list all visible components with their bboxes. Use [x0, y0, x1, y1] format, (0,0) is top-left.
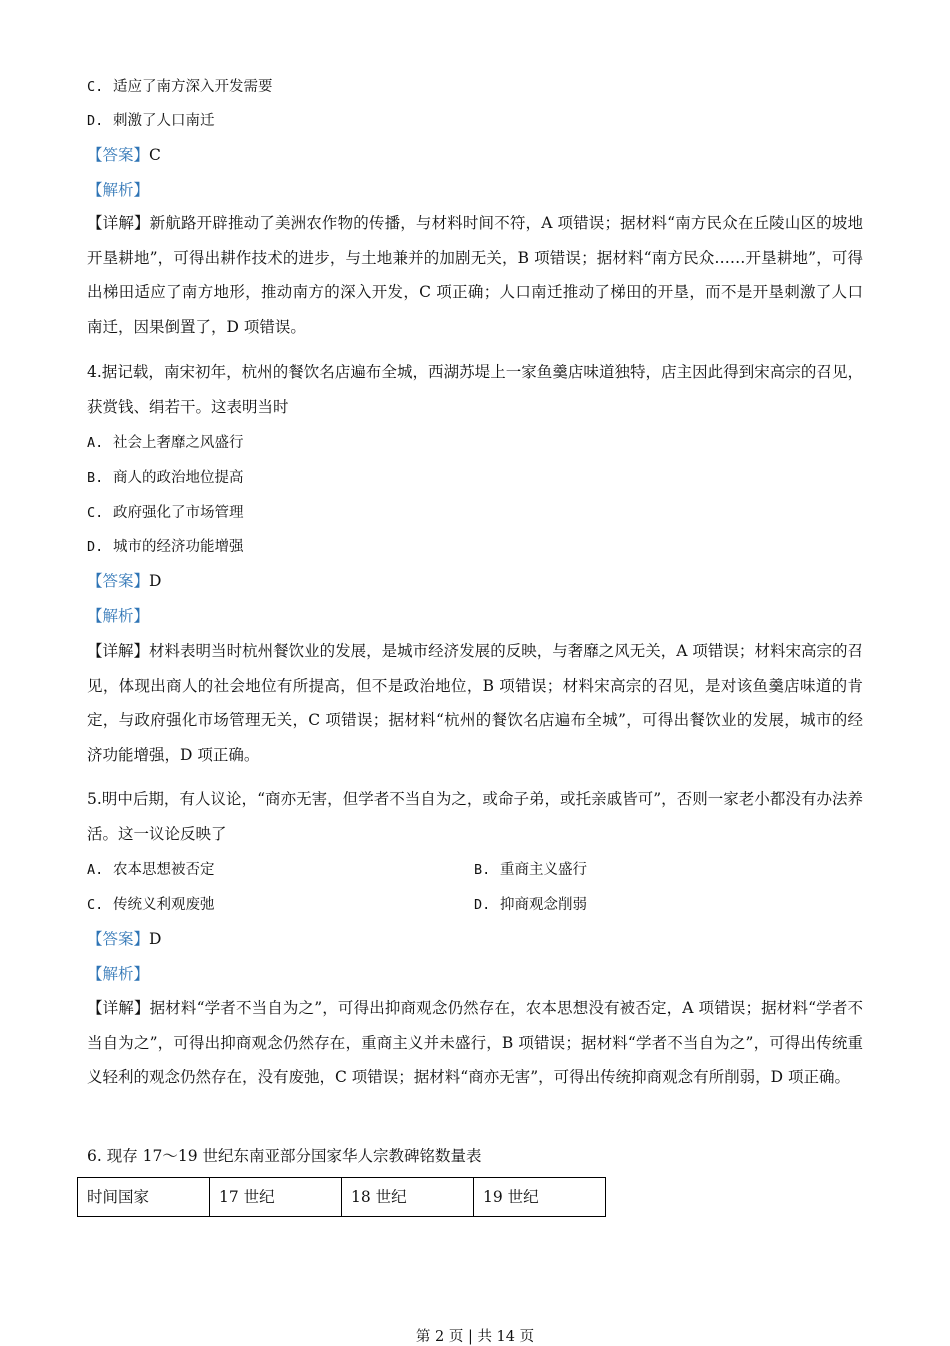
table-header-cell: 18 世纪: [342, 1178, 474, 1217]
q4-option-b: B. 商人的政治地位提高: [87, 470, 244, 486]
q4-stem: 4.据记载，南宋初年，杭州的餐饮名店遍布全城，西湖苏堤上一家鱼羹店味道独特，店主因此得到宋高宗的召见，获赏钱、绢若干。这表明当时: [87, 363, 863, 416]
q4-option-c: C. 政府强化了市场管理: [87, 505, 244, 521]
q3-analysis-label: 【解析】: [87, 181, 150, 199]
q3-option-c: C. 适应了南方深入开发需要: [87, 79, 273, 95]
q5-detail: 【详解】据材料“学者不当自为之”，可得出抑商观念仍然存在，农本思想没有被否定，A 项错误；据材料“学者不当自为之”，可得出抑商观念仍然存在，重商主义并未盛行，B 项错误；据材料“学者不当自为之”，可得出传统重义轻利的观念仍然存在，没有废弛，C 项错误；据材料“商亦无害”，可得出传统抑商观念有所削弱，D 项正确。: [87, 999, 863, 1087]
q3-answer: 【答案】C: [87, 146, 161, 164]
q3-option-d: D. 刺激了人口南迁: [87, 113, 215, 129]
q5-option-b: B. 重商主义盛行: [474, 862, 587, 878]
page-footer: 第 2 页 | 共 14 页: [415, 1329, 535, 1345]
q4-answer: 【答案】D: [87, 572, 162, 590]
table-header-cell: 17 世纪: [210, 1178, 342, 1217]
q5-option-c: C. 传统义利观废弛: [87, 897, 215, 913]
q4-option-d: D. 城市的经济功能增强: [87, 539, 244, 555]
q5-stem: 5.明中后期，有人议论，“商亦无害，但学者不当自为之，或命子弟，或托亲戚皆可”，否则一家老小都没有办法养活。这一议论反映了: [87, 790, 863, 843]
q5-answer: 【答案】D: [87, 930, 162, 948]
q6-stem: 6. 现存 17～19 世纪东南亚部分国家华人宗教碑铭数量表: [87, 1147, 482, 1165]
q5-analysis-label: 【解析】: [87, 965, 150, 983]
q4-analysis-label: 【解析】: [87, 607, 150, 625]
q6-table: [77, 1177, 606, 1217]
table-row: [78, 1178, 606, 1217]
q4-option-a: A. 社会上奢靡之风盛行: [87, 435, 244, 451]
table-header-cell: 时间国家: [78, 1178, 210, 1217]
q3-detail: 【详解】新航路开辟推动了美洲农作物的传播，与材料时间不符，A 项错误；据材料“南方民众在丘陵山区的坡地开垦耕地”，可得出耕作技术的进步，与土地兼并的加剧无关，B 项错误；据材料“南方民众……开垦耕地”，可得出梯田适应了南方地形，推动南方的深入开发，C 项正确；人口南迁推动了梯田的开垦，而不是开垦刺激了人口南迁，因果倒置了，D 项错误。: [87, 214, 863, 337]
q5-option-a: A. 农本思想被否定: [87, 862, 215, 878]
q5-option-d: D. 抑商观念削弱: [474, 897, 587, 913]
q4-detail: 【详解】材料表明当时杭州餐饮业的发展，是城市经济发展的反映，与奢靡之风无关，A 项错误；材料宋高宗的召见，体现出商人的社会地位有所提高，但不是政治地位，B 项错误；材料宋高宗的召见，是对该鱼羹店味道的肯定，与政府强化市场管理无关，C 项错误；据材料“杭州的餐饮名店遍布全城”，可得出餐饮业的发展，城市的经济功能增强，D 项正确。: [87, 642, 863, 765]
table-header-cell: 19 世纪: [474, 1178, 606, 1217]
